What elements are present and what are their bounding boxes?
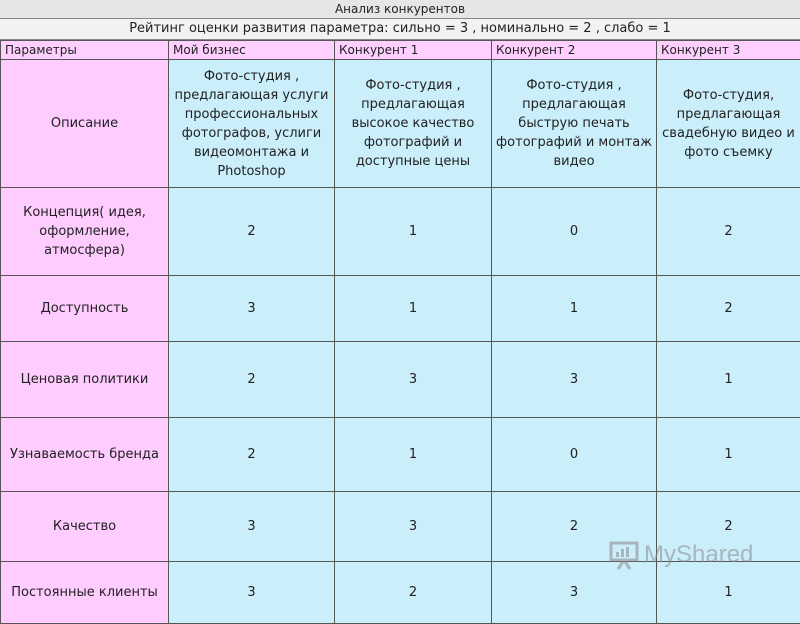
row-label: Описание [1, 60, 169, 188]
score-cell: 3 [492, 562, 657, 624]
score-cell: 3 [335, 492, 492, 562]
myshared-watermark [608, 538, 778, 572]
row-label: Качество [1, 492, 169, 562]
score-cell: 2 [657, 276, 800, 342]
score-cell: 3 [169, 562, 335, 624]
table-row [1, 188, 800, 276]
competitor-analysis-table [0, 40, 800, 624]
column-header-competitor-3: Конкурент 3 [657, 41, 800, 60]
row-label: Ценовая политики [1, 342, 169, 418]
score-cell: 1 [335, 188, 492, 276]
score-cell: 0 [492, 188, 657, 276]
score-cell: 3 [169, 492, 335, 562]
column-header-parameters: Параметры [1, 41, 169, 60]
column-header-competitor-1: Конкурент 1 [335, 41, 492, 60]
score-cell: 2 [657, 188, 800, 276]
score-cell: 3 [335, 342, 492, 418]
table-row [1, 418, 800, 492]
score-cell: 1 [657, 418, 800, 492]
description-cell: Фото-студия , предлагающая быструю печать фотографий и монтаж видео [492, 60, 657, 188]
score-cell: 0 [492, 418, 657, 492]
score-cell: 2 [492, 492, 657, 562]
description-cell: Фото-студия , предлагающая высокое качество фотографий и доступные цены [335, 60, 492, 188]
score-cell: 1 [335, 418, 492, 492]
score-cell: 1 [657, 342, 800, 418]
page-title: Анализ конкурентов [0, 0, 800, 19]
score-cell: 1 [657, 562, 800, 624]
row-label: Постоянные клиенты [1, 562, 169, 624]
table-row [1, 276, 800, 342]
row-label: Доступность [1, 276, 169, 342]
score-cell: 2 [169, 418, 335, 492]
score-cell: 1 [335, 276, 492, 342]
header-row [1, 41, 800, 60]
score-cell: 2 [169, 188, 335, 276]
rating-scale-subtitle: Рейтинг оценки развития параметра: сильно = 3 , номинально = 2 , слабо = 1 [0, 19, 800, 40]
presentation-board-icon [608, 539, 640, 571]
row-label: Узнаваемость бренда [1, 418, 169, 492]
column-header-competitor-2: Конкурент 2 [492, 41, 657, 60]
score-cell: 3 [492, 342, 657, 418]
watermark-text: MyShared [644, 541, 753, 569]
score-cell: 2 [335, 562, 492, 624]
description-row [1, 60, 800, 188]
description-cell: Фото-студия, предлагающая свадебную видео и фото съемку [657, 60, 800, 188]
score-cell: 3 [169, 276, 335, 342]
description-cell: Фото-студия , предлагающая услуги профессиональных фотографов, услиги видеомонтажа и Photoshop [169, 60, 335, 188]
score-cell: 2 [657, 492, 800, 562]
column-header-my-business: Мой бизнес [169, 41, 335, 60]
row-label: Концепция( идея, оформление, атмосфера) [1, 188, 169, 276]
table-row [1, 342, 800, 418]
score-cell: 2 [169, 342, 335, 418]
score-cell: 1 [492, 276, 657, 342]
